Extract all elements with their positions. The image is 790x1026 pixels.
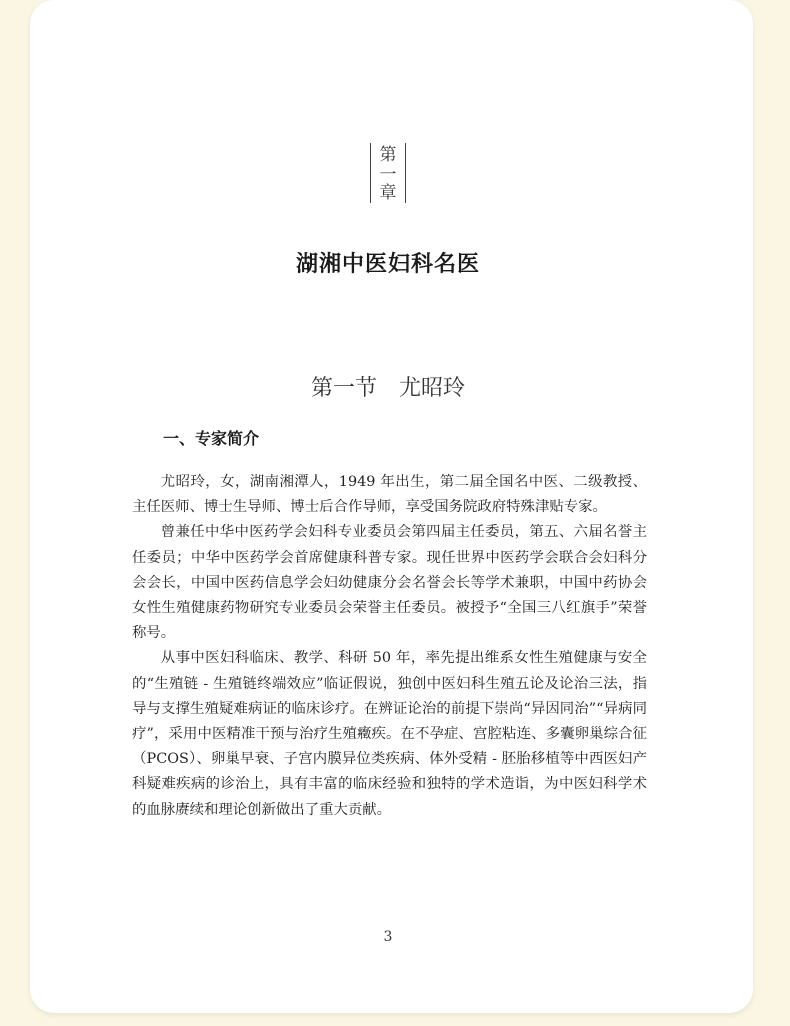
page-number: 3 xyxy=(383,929,393,945)
chapter-label-char: 第 xyxy=(379,145,397,165)
chapter-label-char: 章 xyxy=(379,183,397,203)
paragraph: 曾兼任中华中医药学会妇科专业委员会第四届主任委员，第五、六届名誉主任委员；中华中医药学会首席健康科普专家。现任世界中医药学会联合会妇科分会会长，中国中医药信息学会妇幼健康分会名誉会长等学术兼职，中国中药协会女性生殖健康药物研究专业委员会荣誉主任委员。被授予“全国三八红旗手”荣誉称号。 xyxy=(132,524,647,642)
subsection-heading: 一、专家简介 xyxy=(163,429,260,448)
chapter-title: 湖湘中医妇科名医 xyxy=(295,251,480,277)
paragraph: 从事中医妇科临床、教学、科研 50 年，率先提出维系女性生殖健康与安全的“生殖链 - 生殖链终端效应”临证假说，独创中医妇科生殖五论及论治三法，指导与支撑生殖疑难病证的临床诊疗。在辨证论治的前提下崇尚“异因同治”“异病同疗”，采用中医精准干预与治疗生殖癥疾。在不孕症、宫腔粘连、多囊卵巢综合征（PCOS）、卵巢早衰、子宫内膜异位类疾病、体外受精 - 胚胎移植等中西医妇产科疑难疾病的诊治上，具有丰富的临床经验和独特的学术造诣，为中医妇科学术的血脉赓续和理论创新做出了重大贡献。 xyxy=(132,650,647,818)
paragraph: 尤昭玲，女，湖南湘潭人，1949 年出生，第二届全国名中医、二级教授、主任医师、博士生导师、博士后合作导师，享受国务院政府特殊津贴专家。 xyxy=(132,474,647,516)
chapter-label-char: 一 xyxy=(379,165,397,185)
chapter-label xyxy=(370,143,406,203)
section-title: 第一节 尤昭玲 xyxy=(310,376,465,401)
body-text xyxy=(132,470,647,823)
